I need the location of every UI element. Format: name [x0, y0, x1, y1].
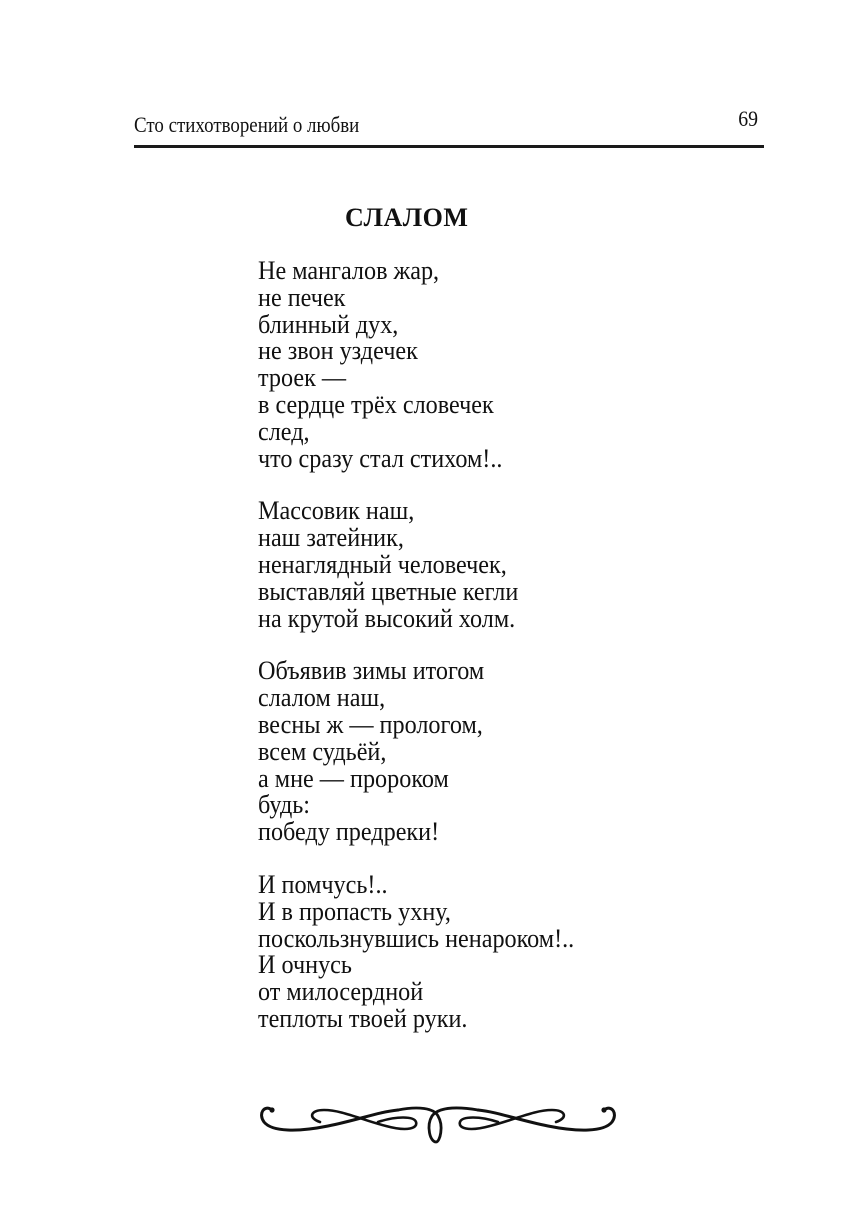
- poem-line: а мне — пророком: [258, 763, 449, 793]
- poem-line: И очнусь: [258, 950, 352, 980]
- poem-line: победу предреки!: [258, 817, 440, 847]
- poem-line: Объявив зимы итогом: [258, 656, 485, 686]
- poem-line: наш затейник,: [258, 523, 404, 553]
- poem-line: И в пропасть ухну,: [258, 896, 451, 926]
- poem-line: Не мангалов жар,: [258, 256, 440, 285]
- running-head: [134, 108, 764, 138]
- stanza-4: [258, 869, 778, 1033]
- poem-line: не печек: [258, 282, 346, 312]
- poem-line: не звон уздечек: [258, 336, 418, 366]
- poem-line: И помчусь!..: [258, 869, 388, 899]
- page-number: 69: [738, 106, 758, 131]
- stanza-2: [258, 498, 778, 632]
- poem-line: всем судьёй,: [258, 736, 387, 766]
- poem-line: Массовик наш,: [258, 496, 415, 526]
- stanza-3: [258, 658, 778, 846]
- poem-line: на крутой высокий холм.: [258, 603, 516, 633]
- poem-title: СЛАЛОМ: [345, 203, 469, 232]
- stanza-1: [258, 258, 778, 472]
- poem-line: весны ж — прологом,: [258, 709, 483, 739]
- poem-line: блинный дух,: [258, 309, 399, 339]
- poem-line: поскользнувшись ненароком!..: [258, 923, 575, 953]
- poem-line: будь:: [258, 790, 311, 820]
- poem-line: в сердце трёх словечек: [258, 389, 494, 419]
- poem-line: от милосердной: [258, 977, 424, 1007]
- poem-line: троек —: [258, 363, 347, 393]
- poem-line: слалом наш,: [258, 683, 386, 713]
- poem-line: что сразу стал стихом!..: [258, 443, 503, 473]
- poem-line: выставляй цветные кегли: [258, 576, 519, 606]
- poem-line: ненаглядный человечек,: [258, 549, 507, 579]
- header-rule: [134, 145, 764, 148]
- poem-line: теплоты твоей руки.: [258, 1003, 468, 1033]
- running-title: Сто стихотворений о любви: [134, 112, 360, 137]
- flourish-divider-icon: [258, 1092, 618, 1148]
- poem-body: [258, 258, 778, 1059]
- poem-line: след,: [258, 416, 310, 446]
